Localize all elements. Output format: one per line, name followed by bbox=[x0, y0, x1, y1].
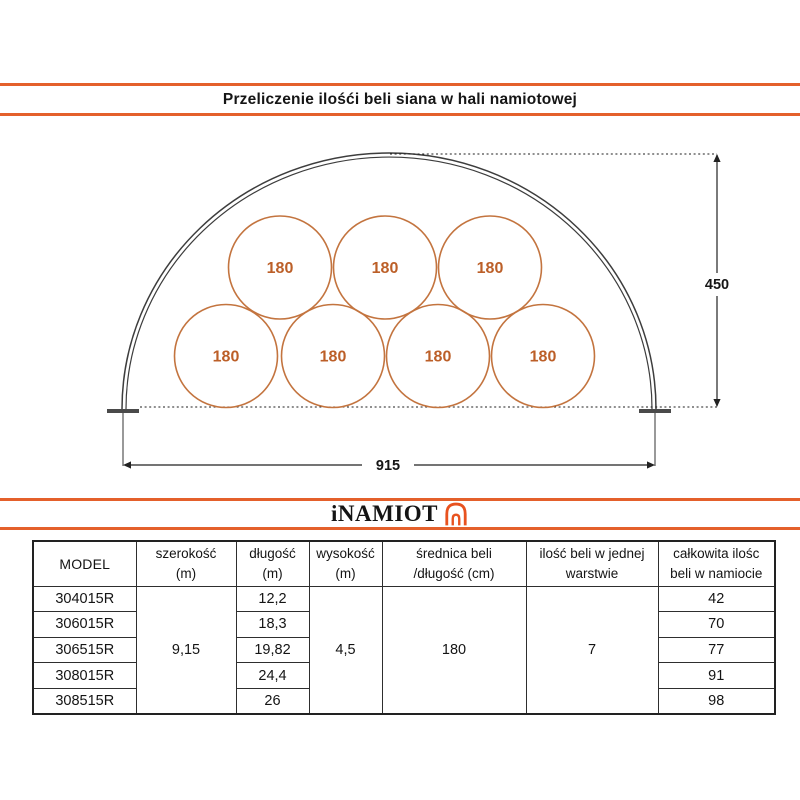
header-line: warstwie bbox=[565, 565, 619, 581]
bale-diameter-label: 180 bbox=[266, 260, 294, 277]
column-header-szerokosc bbox=[136, 541, 236, 586]
calkowita-cell: 42 bbox=[658, 586, 775, 612]
header-line: /długość (cm) bbox=[413, 565, 495, 581]
header-line: beli w namiocie bbox=[670, 565, 763, 581]
calkowita-cell: 98 bbox=[658, 688, 775, 714]
srednica-cell: 180 bbox=[382, 586, 526, 714]
column-header-srednica bbox=[382, 541, 526, 586]
szerokosc-cell: 9,15 bbox=[136, 586, 236, 714]
model-cell: 306015R bbox=[33, 612, 136, 638]
model-cell: 308015R bbox=[33, 663, 136, 689]
title-bottom-divider-line bbox=[0, 113, 800, 116]
header-line: szerokość bbox=[155, 546, 217, 562]
table-header-row bbox=[33, 541, 775, 586]
dlugosc-cell: 12,2 bbox=[236, 586, 309, 612]
tent-cross-section-diagram bbox=[0, 135, 800, 480]
height-dimension-label: 450 bbox=[704, 277, 730, 293]
bale-diameter-label: 180 bbox=[529, 348, 557, 366]
header-line: (m) bbox=[262, 565, 283, 581]
dlugosc-cell: 19,82 bbox=[236, 637, 309, 663]
column-header-ilosc-warstwa bbox=[526, 541, 658, 586]
wysokosc-cell: 4,5 bbox=[309, 586, 382, 714]
header-line: ilość beli w jednej bbox=[539, 546, 645, 562]
header-line: wysokość bbox=[316, 546, 375, 562]
calkowita-cell: 91 bbox=[658, 663, 775, 689]
model-cell: 306515R bbox=[33, 637, 136, 663]
width-dimension-label: 915 bbox=[375, 458, 401, 474]
page-title: Przeliczenie ilośći beli siana w hali namiotowej bbox=[222, 90, 578, 108]
model-cell: 304015R bbox=[33, 586, 136, 612]
dlugosc-cell: 26 bbox=[236, 688, 309, 714]
dlugosc-cell: 18,3 bbox=[236, 612, 309, 638]
bale-diameter-label: 180 bbox=[319, 348, 347, 366]
header-line: średnica beli bbox=[416, 546, 492, 562]
header-line: (m) bbox=[335, 565, 356, 581]
bale-diameter-label: 180 bbox=[476, 260, 504, 277]
logo-bottom-divider-line bbox=[0, 527, 800, 530]
model-spec-table bbox=[32, 540, 776, 715]
dlugosc-cell: 24,4 bbox=[236, 663, 309, 689]
bale-diameter-label: 180 bbox=[371, 260, 399, 277]
header-line: całkowita ilośc bbox=[673, 546, 760, 562]
arrowhead-up bbox=[713, 154, 720, 162]
bale-diameter-label: 180 bbox=[424, 348, 452, 366]
column-header-model: MODEL bbox=[33, 541, 136, 586]
header-line: długość bbox=[249, 546, 296, 562]
arrowhead-down bbox=[713, 399, 720, 407]
column-header-calkowita bbox=[658, 541, 775, 586]
model-cell: 308515R bbox=[33, 688, 136, 714]
arrowhead-left bbox=[123, 461, 131, 468]
tent-icon bbox=[443, 501, 469, 527]
calkowita-cell: 77 bbox=[658, 637, 775, 663]
table-row bbox=[33, 586, 775, 612]
header-line: (m) bbox=[175, 565, 197, 581]
brand-logo bbox=[0, 501, 800, 527]
column-header-wysokosc bbox=[309, 541, 382, 586]
bale-diameter-label: 180 bbox=[212, 348, 240, 366]
ilosc-warstwa-cell: 7 bbox=[526, 586, 658, 714]
calkowita-cell: 70 bbox=[658, 612, 775, 638]
brand-logo-text: iNAMIOT bbox=[331, 501, 438, 526]
column-header-dlugosc bbox=[236, 541, 309, 586]
arrowhead-right bbox=[647, 461, 655, 468]
